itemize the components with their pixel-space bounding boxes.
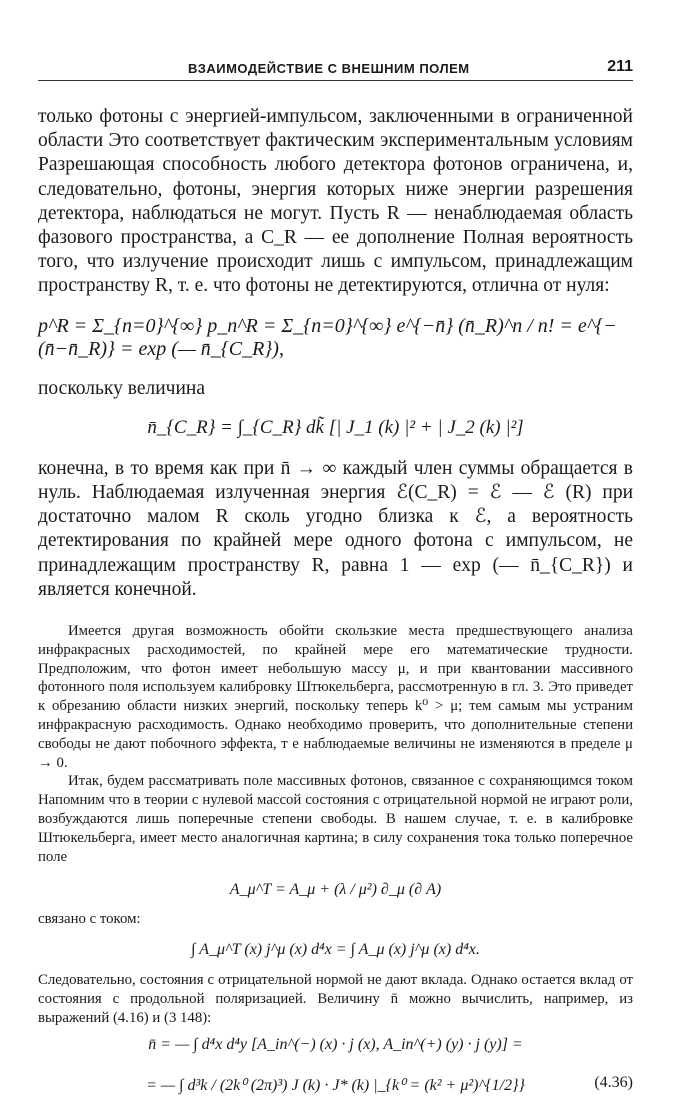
paragraph-3: конечна, в то время как при n̄ → ∞ каждый член суммы обращается в нуль. Наблюдаемая излученная энергия ℰ(C_R) = ℰ — ℰ (R) при достаточно малом R сколь угодно близка к ℰ, а вероятность детектирования по крайней мере одного фотона с импульсом, не принадлежащим пространству R, равна 1 — exp (— n̄_{C_R}) и является конечной. [38,457,633,600]
header-rule [38,80,633,81]
running-head [38,58,633,82]
formula-current-coupling: ∫ A_μ^T (x) j^μ (x) d⁴x = ∫ A_μ (x) j^μ (x) d⁴x. [191,941,480,959]
section-spacer [38,602,633,622]
paragraph-4: Имеется другая возможность обойти скользкие места предшествующего анализа инфракрасных расходимостей, по крайней мере его математические трудности. Предположим, что фотон имеет небольшую массу μ, и при квантовании массивного фотонного поля используем калибровку Штюкельберга, рассмотренную в гл. 3. Это приведет к обрезанию области низких энергий, поскольку теперь k⁰ > μ; тем самым мы устраним инфракрасную расходимость. Однако необходимо проверить, что дополнительные степени свободы не дают побочного эффекта, т е наблюдаемые величины не изменяются в пределе μ → 0. [38,623,633,771]
formula-n-bar: n̄ = — ∫ d⁴x d⁴y [A_in^(−) (x) · j (x), A_in^(+) (y) · j (y)] = [148,1035,523,1053]
paragraph-7: Следовательно, состояния с отрицательной нормой не дают вклада. Однако остается вклад от состояния с продольной поляризацией. Величину n̄ можно вычислить, например, из выражений (4.16) и (3 148): [38,972,633,1026]
paragraph-6: связано с током: [38,911,141,928]
paragraph-2: поскольку величина [38,377,205,399]
formula-probability: p^R = Σ_{n=0}^{∞} p_n^R = Σ_{n=0}^{∞} e^{−n̄} (n̄_R)^n / n! = e^{−(n̄−n̄_R)} = exp (— n̄_{C_R}), [38,314,617,360]
page-number: 211 [607,58,633,75]
formula-transverse-field: A_μ^T = A_μ + (λ / μ²) ∂_μ (∂ A) [229,881,442,899]
formula-4-36 [38,1062,633,1108]
formula-n-cr: n̄_{C_R} = ∫_{C_R} dk̃ [| J_1 (k) |² + | J_2 (k) |²] [147,416,524,438]
formula-4-36-body: = — ∫ d³k / (2k⁰ (2π)³) J (k) · J* (k) |_{k⁰ = (k² + μ²)^{1/2}} [146,1076,525,1094]
paragraph-5: Итак, будем рассматривать поле массивных фотонов, связанное с сохраняющимся током Напомним что в теории с нулевой массой состояния с отрицательной нормой не играют роли, возбуждаются лишь поперечные степени свободы. В нашем случае, т. е. в калибровке Штюкельберга, имеет место аналогичная картина; в силу сохранения тока только поперечное поле [38,773,633,865]
paragraph-1: только фотоны с энергией-импульсом, заключенными в ограниченной области Это соответствует фактическим экспериментальным условиям Разрешающая способность любого детектора фотонов ограничена, и, следовательно, фотоны, энергия которых ниже энергии разрешения детектора, наблюдаться не могут. Пусть R — ненаблюдаемая область фазового пространства, а C_R — ее дополнение Полная вероятность того, что излучение происходит лишь с импульсом, принадлежащим пространству R, т. е. что фотоны не детектируются, отлична от нуля: [38,106,633,297]
header-title: ВЗАИМОДЕЙСТВИЕ С ВНЕШНИМ ПОЛЕМ [188,61,470,76]
equation-number: (4.36) [594,1073,633,1091]
